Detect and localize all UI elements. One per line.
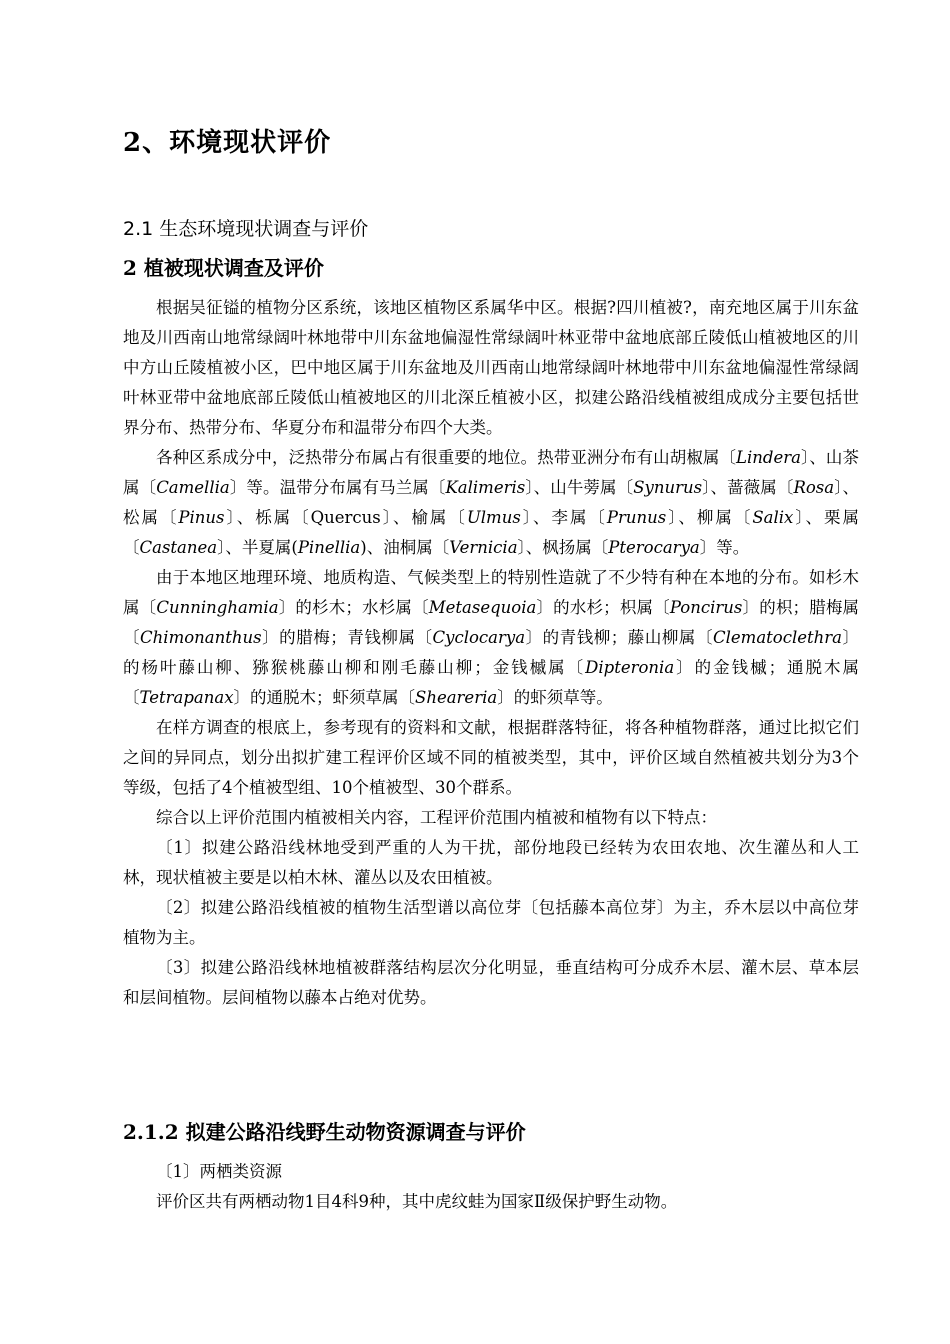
genus-name: Prunus	[606, 508, 667, 527]
genus-name: Sheareria	[415, 688, 498, 707]
genus-name: Cunninghamia	[156, 598, 279, 617]
genus-name: Chimonanthus	[140, 628, 262, 647]
genus-name: Dipteronia	[585, 658, 675, 677]
genus-name: Pterocarya	[608, 538, 700, 557]
genus-name: Ulmus	[466, 508, 521, 527]
paragraph-vegetation-types: 在样方调查的根底上，参考现有的资料和文献，根据群落特征，将各种植物群落，通过比拟它们之间的异同点，划分出拟扩建工程评价区域不同的植被类型，其中，评价区域自然植被共划分为3个等级，包括了4个植被型组、10个植被型、30个群系。	[123, 718, 859, 797]
paragraph-summary-intro: 综合以上评价范围内植被相关内容，工程评价范围内植被和植物有以下特点：	[156, 808, 717, 827]
vegetation-body	[123, 293, 859, 1013]
genus-name: Vernicia	[449, 538, 518, 557]
paragraph-feature-2: 〔2〕拟建公路沿线植被的植物生活型谱以高位芽〔包括藤本高位芽〕为主，乔木层以中高位芽植物为主。	[123, 898, 859, 947]
genus-name: Synurus	[633, 478, 703, 497]
genus-name: Pinellia	[297, 538, 361, 557]
paragraph-amphibian-count: 评价区共有两栖动物1目4科9种，其中虎纹蛙为国家Ⅱ级保护野生动物。	[156, 1192, 678, 1211]
genus-name: Rosa	[793, 478, 835, 497]
wildlife-body	[123, 1157, 859, 1217]
genus-name: Tetrapanax	[139, 688, 234, 707]
genus-name: Pinus	[178, 508, 225, 527]
paragraph-flora-elements: 各种区系成分中，泛热带分布属占有很重要的地位。热带亚洲分布有山胡椒属〔Lindera〕、山茶属〔Camellia〕等。温带分布属有马兰属〔Kalimeris〕、山牛蒡属〔Synurus〕、蔷薇属〔Rosa〕、松属〔Pinus〕、栎属〔Quercus〕、榆属〔Ulmus〕、李属〔Prunus〕、柳属〔Salix〕、栗属〔Castanea〕、半夏属(Pinellia)、油桐属〔Vernicia〕、枫扬属〔Pterocarya〕等。	[123, 448, 860, 557]
genus-name: Clematoclethra	[713, 628, 842, 647]
paragraph-flora-zone: 根据吴征镒的植物分区系统，该地区植物区系属华中区。根据?四川植被?，南充地区属于川东盆地及川西南山地常绿阔叶林地带中川东盆地偏湿性常绿阔叶林亚带中盆地底部丘陵低山植被地区的川中方山丘陵植被小区，巴中地区属于川东盆地及川西南山地常绿阔叶林地带中川东盆地偏湿性常绿阔叶林亚带中盆地底部丘陵低山植被地区的川北深丘植被小区，拟建公路沿线植被组成成分主要包括世界分布、热带分布、华夏分布和温带分布四个大类。	[123, 298, 859, 437]
genus-name: Kalimeris	[445, 478, 526, 497]
paragraph-feature-1: 〔1〕拟建公路沿线林地受到严重的人为干扰，部份地段已经转为农田农地、次生灌丛和人工林，现状植被主要是以柏木林、灌丛以及农田植被。	[123, 838, 859, 887]
paragraph-feature-3: 〔3〕拟建公路沿线林地植被群落结构层次分化明显，垂直结构可分成乔木层、灌木层、草本层和层间植物。层间植物以藤本占绝对优势。	[123, 958, 859, 1007]
section-heading: 2、环境现状评价	[123, 128, 332, 158]
paragraph-amphibian-title: 〔1〕两栖类资源	[156, 1162, 282, 1181]
wildlife-heading: 2.1.2 拟建公路沿线野生动物资源调查与评价	[123, 1120, 526, 1144]
vegetation-heading: 2 植被现状调查及评价	[123, 256, 324, 280]
genus-name: Metasequoia	[428, 598, 537, 617]
paragraph-endemic-species: 由于本地区地理环境、地质构造、气候类型上的特别性造就了不少特有种在本地的分布。如杉木属〔Cunninghamia〕的杉木；水杉属〔Metasequoia〕的水杉；枳属〔Poncirus〕的枳；腊梅属〔Chimonanthus〕的腊梅；青钱柳属〔Cyclocarya〕的青钱柳；藤山柳属〔Clematoclethra〕的杨叶藤山柳、猕猴桃藤山柳和刚毛藤山柳；金钱槭属〔Dipteronia〕的金钱槭；通脱木属〔Tetrapanax〕的通脱木；虾须草属〔Sheareria〕的虾须草等。	[123, 568, 860, 707]
subsection-heading: 2.1 生态环境现状调查与评价	[123, 218, 369, 240]
genus-name: Camellia	[156, 478, 230, 497]
genus-name: Lindera	[736, 448, 801, 467]
genus-name: Cyclocarya	[432, 628, 526, 647]
genus-name: Castanea	[139, 538, 218, 557]
genus-name: Salix	[752, 508, 794, 527]
genus-name: Poncirus	[669, 598, 743, 617]
